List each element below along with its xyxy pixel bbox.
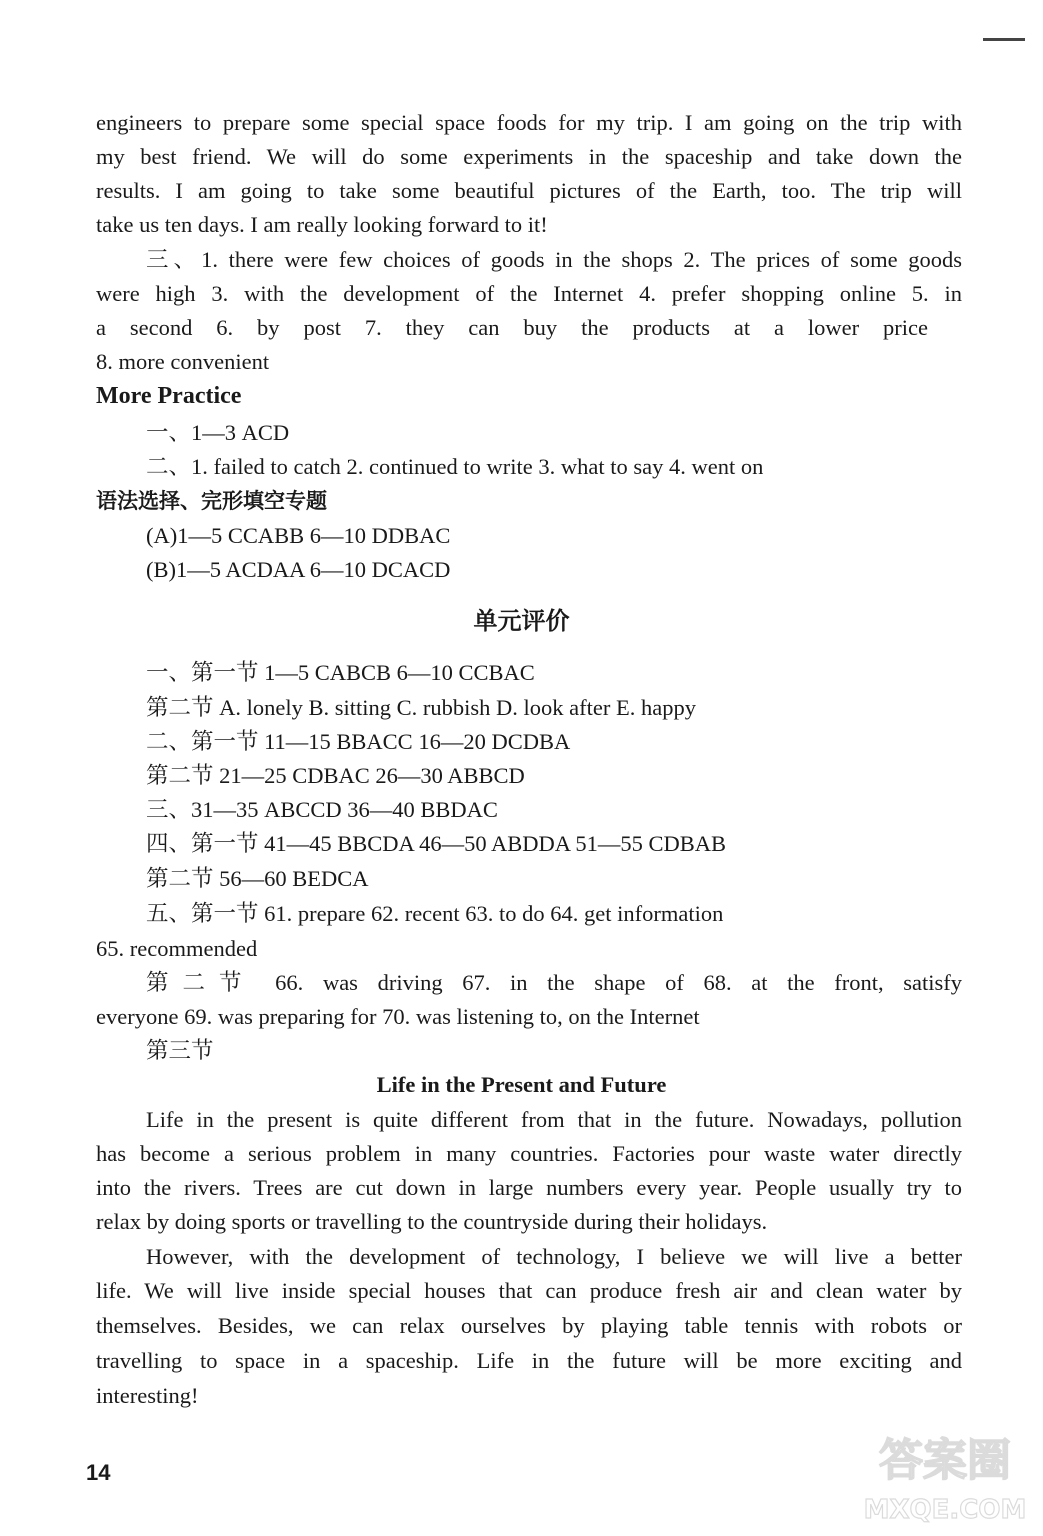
page-number: 14 xyxy=(86,1460,111,1485)
more-practice-title: More Practice xyxy=(96,383,242,409)
unit-eval-item-5: 三、31—35 ABCCD 36—40 BBDAC xyxy=(146,797,498,822)
unit-eval-item-9: 65. recommended xyxy=(96,936,258,961)
essay-line-2: my best friend. We will do some experiments in the spaceship and take down the xyxy=(96,144,962,169)
unit-eval-item-10: 第二节 66. was driving 67. in the shape of 68. at the front, satisfy xyxy=(146,970,962,995)
unit-eval-item-4: 第二节 21—25 CDBAC 26—30 ABBCD xyxy=(146,763,525,788)
essay-p1-line-2: has become a serious problem in many countries. Factories pour waste water directly xyxy=(96,1141,962,1166)
unit-eval-item-1: 一、第一节 1—5 CABCB 6—10 CCBAC xyxy=(146,660,535,685)
grammar-topic-item-b: (B)1—5 ACDAA 6—10 DCACD xyxy=(146,557,451,582)
more-practice-item-1: 一、1—3 ACD xyxy=(146,420,290,445)
essay-p2-line-2: life. We will live inside special houses that can produce fresh air and clean water by xyxy=(96,1278,962,1303)
essay-title: Life in the Present and Future xyxy=(376,1072,667,1097)
unit-eval-item-6: 四、第一节 41—45 BBCDA 46—50 ABDDA 51—55 CDBAB xyxy=(146,831,727,856)
essay-p2-line-5: interesting! xyxy=(96,1383,199,1408)
essay-line-4: take us ten days. I am really looking forward to it! xyxy=(96,212,548,237)
unit-eval-item-11: everyone 69. was preparing for 70. was listening to, on the Internet xyxy=(96,1004,700,1029)
grammar-topic-title: 语法选择、完形填空专题 xyxy=(96,489,327,513)
essay-p2-line-3: themselves. Besides, we can relax ourselves by playing table tennis with robots or xyxy=(96,1313,962,1338)
watermark-logo xyxy=(860,1420,1030,1530)
essay-p1-line-1: Life in the present is quite different from that in the future. Nowadays, pollution xyxy=(146,1107,962,1132)
part3-line-2: were high 3. with the development of the Internet 4. prefer shopping online 5. in xyxy=(96,281,962,306)
essay-line-3: results. I am going to take some beautiful pictures of the Earth, too. The trip will xyxy=(96,178,962,203)
corner-mark xyxy=(983,38,1025,41)
more-practice-item-2: 二、1. failed to catch 2. continued to write 3. what to say 4. went on xyxy=(146,454,764,479)
part3-line-1: 三、1. there were few choices of goods in the shops 2. The prices of some goods xyxy=(146,247,962,272)
essay-p2-line-1: However, with the development of technology, I believe we will live a better xyxy=(146,1244,962,1269)
grammar-topic-item-a: (A)1—5 CCABB 6—10 DDBAC xyxy=(146,523,451,548)
watermark-main: 答案圈 xyxy=(879,1435,1011,1486)
unit-eval-item-7: 第二节 56—60 BEDCA xyxy=(146,866,369,891)
essay-line-1: engineers to prepare some special space foods for my trip. I am going on the trip with xyxy=(96,110,962,135)
unit-evaluation-title: 单元评价 xyxy=(473,607,570,635)
unit-eval-item-12: 第三节 xyxy=(146,1038,214,1063)
watermark-sub: MXQE.COM xyxy=(863,1495,1027,1525)
essay-p1-line-4: relax by doing sports or travelling to the countryside during their holidays. xyxy=(96,1209,768,1234)
unit-eval-item-3: 二、第一节 11—15 BBACC 16—20 DCDBA xyxy=(146,729,571,754)
unit-eval-item-2: 第二节 A. lonely B. sitting C. rubbish D. look after E. happy xyxy=(146,695,696,720)
part3-line-4: 8. more convenient xyxy=(96,349,270,374)
essay-p2-line-4: travelling to space in a spaceship. Life in the future will be more exciting and xyxy=(96,1348,962,1373)
essay-p1-line-3: into the rivers. Trees are cut down in large numbers every year. People usually try to xyxy=(96,1175,962,1200)
unit-eval-item-8: 五、第一节 61. prepare 62. recent 63. to do 64. get information xyxy=(146,901,724,926)
part3-line-3: a second 6. by post 7. they can buy the products at a lower price xyxy=(96,315,928,340)
